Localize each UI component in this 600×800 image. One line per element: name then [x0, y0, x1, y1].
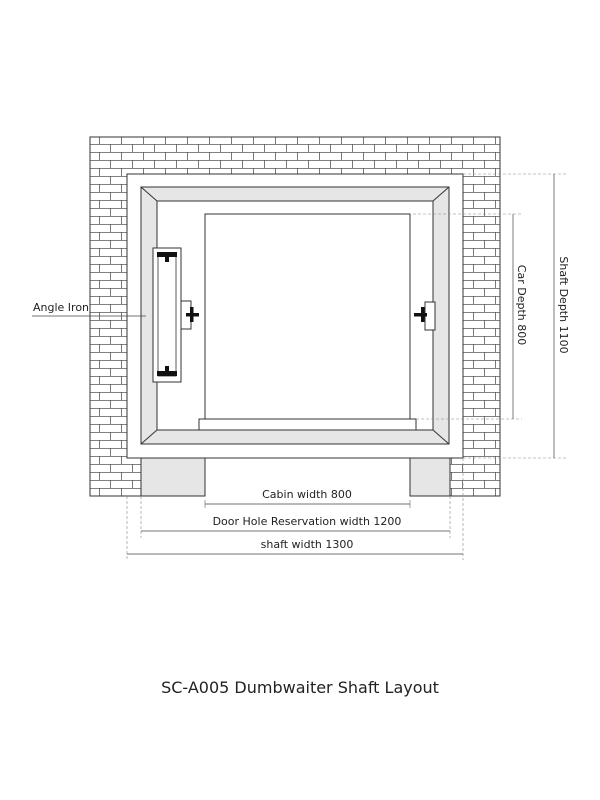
door-hole-width-label: Door Hole Reservation width 1200: [212, 515, 402, 528]
door-hole-width-dimension: [141, 496, 450, 538]
angle-iron-label: Angle Iron: [33, 301, 90, 314]
cabin-sill: [199, 419, 416, 430]
door-jamb-right: [410, 458, 450, 496]
angle-iron-callout: [32, 301, 146, 316]
shaft-width-label: shaft width 1300: [260, 538, 354, 551]
cabin-width-label: Cabin width 800: [262, 488, 352, 501]
cabin-width-dimension: [205, 488, 410, 508]
car-depth-label: Car Depth 800: [515, 264, 528, 346]
door-jamb-left: [141, 458, 205, 496]
counterweight-rail: [153, 248, 191, 382]
guide-rail-right: [414, 302, 435, 330]
shaft-depth-label: Shaft Depth 1100: [557, 256, 570, 354]
drawing-caption: SC-A005 Dumbwaiter Shaft Layout: [161, 678, 439, 697]
cabin: [205, 214, 410, 419]
